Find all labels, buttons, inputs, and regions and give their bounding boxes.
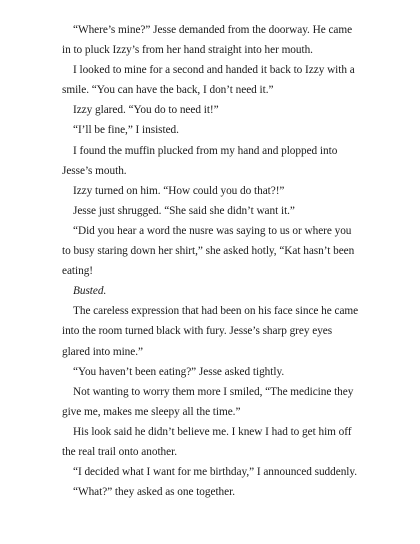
body-text xyxy=(62,20,362,502)
paragraph: Izzy glared. “You do to need it!” xyxy=(73,104,219,117)
paragraph: His look said he didn’t believe me. I knew I had to get him off the real trail onto another. xyxy=(62,425,352,458)
paragraph: I found the muffin plucked from my hand and plopped into Jesse’s mouth. xyxy=(62,144,338,177)
paragraph: Izzy turned on him. “How could you do that?!” xyxy=(73,184,285,197)
paragraph: “Where’s mine?” Jesse demanded from the doorway. He came in to pluck Izzy’s from her hand straight into her mouth. xyxy=(62,24,353,57)
paragraph-italic: Busted. xyxy=(73,285,107,298)
paragraph: “Did you hear a word the nusre was saying to us or where you to busy staring down her shirt,” she asked hotly, “Kat hasn’t been eating! xyxy=(62,224,355,278)
paragraph: The careless expression that had been on his face since he came into the room turned black with fury. Jesse’s sharp grey eyes glared into mine.” xyxy=(62,305,359,358)
paragraph: I looked to mine for a second and handed it back to Izzy with a smile. “You can have the back, I don’t need it.” xyxy=(62,64,355,97)
paragraph: “I’ll be fine,” I insisted. xyxy=(73,124,179,137)
paragraph: “What?” they asked as one together. xyxy=(73,486,235,499)
paragraph: “You haven’t been eating?” Jesse asked tightly. xyxy=(73,365,285,378)
paragraph: “I decided what I want for me birthday,” I announced suddenly. xyxy=(73,466,358,479)
paragraph: Not wanting to worry them more I smiled, “The medicine they give me, makes me sleepy all the time.” xyxy=(62,385,354,418)
paragraph: Jesse just shrugged. “She said she didn’t want it.” xyxy=(73,204,295,217)
